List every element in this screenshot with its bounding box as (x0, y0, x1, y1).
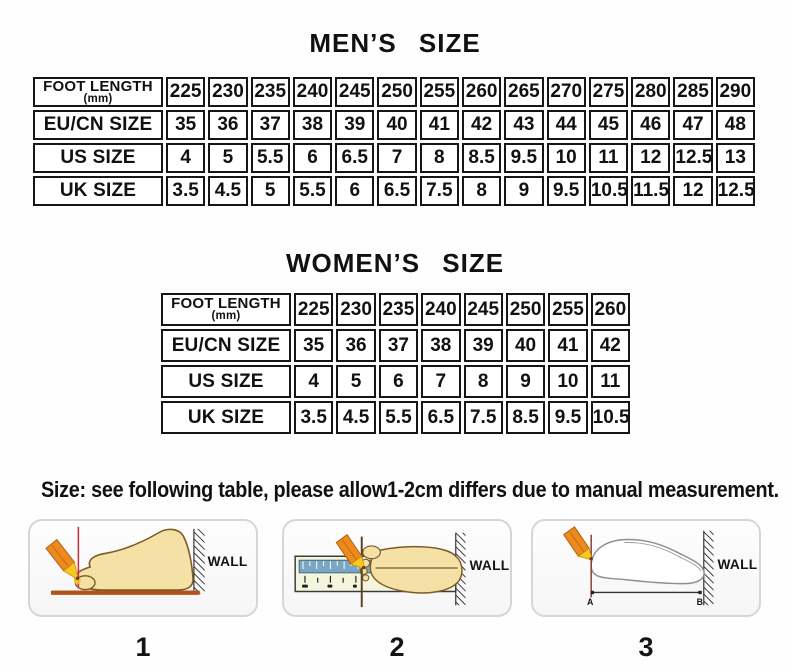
size-value-cell: 5.5 (379, 401, 418, 434)
row-label: US SIZE (161, 365, 291, 398)
size-value-cell: 250 (506, 293, 545, 326)
size-value-cell: 6.5 (421, 401, 460, 434)
size-value-cell: 10 (548, 365, 587, 398)
size-value-cell: 12 (673, 176, 712, 206)
size-value-cell: 230 (208, 77, 247, 107)
measure-point-a (591, 591, 594, 594)
size-table-row (33, 77, 755, 107)
floor-baseline (51, 591, 200, 595)
size-value-cell: 265 (504, 77, 543, 107)
size-value-cell: 9.5 (548, 401, 587, 434)
diagram-step-2 (282, 519, 512, 617)
size-value-cell: 38 (421, 329, 460, 362)
size-table-row (161, 293, 630, 326)
measurement-note-text: Size: see following table, please allow1-2cm differs due to manual measurement. (40, 477, 779, 502)
size-value-cell: 4 (166, 143, 205, 173)
pencil-lead (590, 557, 593, 560)
size-value-cell: 245 (464, 293, 503, 326)
size-value-cell: 3.5 (166, 176, 205, 206)
size-value-cell: 41 (548, 329, 587, 362)
size-value-cell: 275 (589, 77, 628, 107)
size-value-cell: 11 (591, 365, 630, 398)
size-value-cell: 6 (379, 365, 418, 398)
size-value-cell: 8 (462, 176, 501, 206)
size-value-cell: 10.5 (591, 401, 630, 434)
size-table-row (161, 365, 630, 398)
wall-label: WALL (717, 556, 758, 572)
row-label: FOOT LENGTH (mm) (161, 293, 291, 326)
size-value-cell: 41 (420, 110, 459, 140)
size-value-cell: 240 (293, 77, 332, 107)
size-value-cell: 280 (631, 77, 670, 107)
diagram-step-1 (28, 519, 258, 617)
size-value-cell: 36 (208, 110, 247, 140)
size-value-cell: 5 (336, 365, 375, 398)
size-value-cell: 8.5 (462, 143, 501, 173)
row-label: UK SIZE (161, 401, 291, 434)
size-value-cell: 11 (589, 143, 628, 173)
wall-label: WALL (207, 554, 248, 570)
size-value-cell: 40 (377, 110, 416, 140)
size-value-cell: 42 (591, 329, 630, 362)
row-label: EU/CN SIZE (161, 329, 291, 362)
size-value-cell: 8.5 (506, 401, 545, 434)
size-value-cell: 38 (293, 110, 332, 140)
size-value-cell: 6 (335, 176, 374, 206)
size-value-cell: 45 (589, 110, 628, 140)
size-value-cell: 290 (716, 77, 755, 107)
foot-measure-side-illustration (30, 521, 256, 615)
foot-outline-measure-illustration (533, 521, 759, 615)
size-value-cell: 7 (421, 365, 460, 398)
size-table-row (33, 110, 755, 140)
foot-measure-ruler-illustration (284, 521, 510, 615)
row-label: US SIZE (33, 143, 163, 173)
womens-size-title: WOMEN’S SIZE (285, 248, 505, 278)
size-value-cell: 9.5 (547, 176, 586, 206)
size-value-cell: 4 (294, 365, 333, 398)
size-value-cell: 270 (547, 77, 586, 107)
size-value-cell: 255 (420, 77, 459, 107)
size-value-cell: 8 (420, 143, 459, 173)
size-table-row (161, 329, 630, 362)
size-value-cell: 250 (377, 77, 416, 107)
size-value-cell: 5.5 (251, 143, 290, 173)
mens-size-table (30, 74, 758, 209)
size-value-cell: 12 (631, 143, 670, 173)
measure-point-b (698, 591, 701, 594)
size-value-cell: 13 (716, 143, 755, 173)
size-value-cell: 44 (547, 110, 586, 140)
size-value-cell: 37 (251, 110, 290, 140)
size-value-cell: 7.5 (420, 176, 459, 206)
size-value-cell: 12.5 (673, 143, 712, 173)
size-value-cell: 36 (336, 329, 375, 362)
wall-label: WALL (469, 557, 510, 573)
step-number: 2 (389, 632, 405, 662)
size-value-cell: 6 (293, 143, 332, 173)
size-value-cell: 48 (716, 110, 755, 140)
size-value-cell: 5 (251, 176, 290, 206)
size-value-cell: 9 (506, 365, 545, 398)
size-value-cell: 285 (673, 77, 712, 107)
size-table-row (161, 401, 630, 434)
size-value-cell: 6.5 (377, 176, 416, 206)
size-value-cell: 9.5 (504, 143, 543, 173)
point-a-label: A (587, 597, 594, 608)
size-value-cell: 260 (591, 293, 630, 326)
size-value-cell: 7 (377, 143, 416, 173)
size-value-cell: 11.5 (631, 176, 670, 206)
size-value-cell: 7.5 (464, 401, 503, 434)
step-number: 3 (638, 632, 654, 662)
size-value-cell: 5 (208, 143, 247, 173)
size-value-cell: 225 (166, 77, 205, 107)
size-value-cell: 240 (421, 293, 460, 326)
size-value-cell: 9 (504, 176, 543, 206)
size-table-row (33, 176, 755, 206)
pencil-lead (76, 577, 79, 580)
measurement-note (0, 477, 790, 503)
size-value-cell: 3.5 (294, 401, 333, 434)
foot-outline-icon (591, 540, 704, 584)
wall-hatch (194, 529, 205, 594)
mens-size-title: MEN’S SIZE (309, 28, 481, 58)
wall-hatch (704, 531, 714, 605)
womens-size-table (158, 290, 633, 437)
step-number: 1 (135, 632, 151, 662)
size-value-cell: 5.5 (293, 176, 332, 206)
size-value-cell: 40 (506, 329, 545, 362)
size-value-cell: 43 (504, 110, 543, 140)
size-value-cell: 235 (379, 293, 418, 326)
size-value-cell: 12.5 (716, 176, 755, 206)
size-value-cell: 8 (464, 365, 503, 398)
diagram-step-3 (531, 519, 761, 617)
size-value-cell: 46 (631, 110, 670, 140)
size-value-cell: 4.5 (336, 401, 375, 434)
size-value-cell: 35 (166, 110, 205, 140)
size-value-cell: 225 (294, 293, 333, 326)
size-value-cell: 10 (547, 143, 586, 173)
size-value-cell: 255 (548, 293, 587, 326)
pencil-lead (362, 566, 365, 569)
size-table-row (33, 143, 755, 173)
point-b-label: B (696, 597, 704, 608)
size-value-cell: 10.5 (589, 176, 628, 206)
size-value-cell: 6.5 (335, 143, 374, 173)
row-label: UK SIZE (33, 176, 163, 206)
toe (363, 575, 369, 581)
size-value-cell: 245 (335, 77, 374, 107)
foot-top-icon (370, 547, 462, 593)
row-label: FOOT LENGTH (mm) (33, 77, 163, 107)
size-value-cell: 35 (294, 329, 333, 362)
size-value-cell: 235 (251, 77, 290, 107)
size-value-cell: 39 (335, 110, 374, 140)
size-value-cell: 260 (462, 77, 501, 107)
size-value-cell: 47 (673, 110, 712, 140)
size-value-cell: 42 (462, 110, 501, 140)
size-value-cell: 37 (379, 329, 418, 362)
size-value-cell: 39 (464, 329, 503, 362)
big-toe (363, 546, 381, 559)
size-value-cell: 230 (336, 293, 375, 326)
size-value-cell: 4.5 (208, 176, 247, 206)
row-label: EU/CN SIZE (33, 110, 163, 140)
